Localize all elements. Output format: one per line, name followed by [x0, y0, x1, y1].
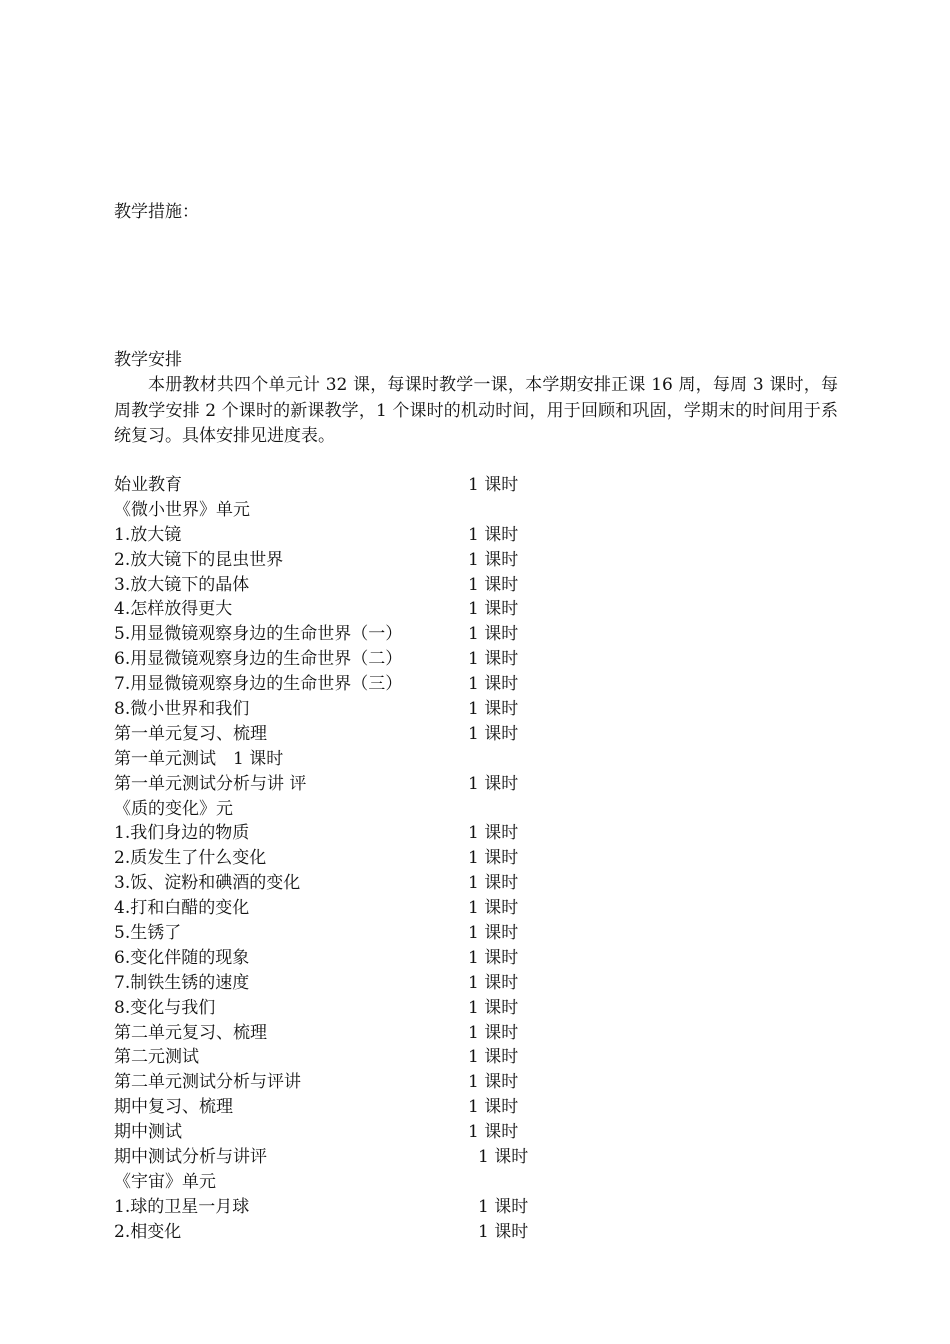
- lesson-hours: 1 课时: [468, 773, 519, 794]
- lesson-hours: 1 课时: [468, 823, 519, 844]
- lesson-title: 4.打和白醋的变化: [114, 898, 250, 919]
- lesson-hours: 1 课时: [478, 1196, 529, 1217]
- lesson-title: 第二单元复习、梳理: [114, 1022, 267, 1043]
- lesson-title: 6.变化伴随的现象: [114, 947, 250, 968]
- lesson-hours: 1 课时: [468, 1122, 519, 1143]
- lesson-title: 期中复习、梳理: [114, 1097, 233, 1118]
- schedule-row: [114, 573, 674, 598]
- lesson-hours: 1 课时: [468, 574, 519, 595]
- lesson-title: 2.放大镜下的昆虫世界: [114, 549, 284, 570]
- schedule-row: [114, 921, 674, 946]
- lesson-hours: 1 课时: [468, 848, 519, 869]
- lesson-title: 5.用显微镜观察身边的生命世界（一）: [114, 624, 403, 645]
- schedule-list: [114, 473, 674, 1245]
- lesson-hours: 1 课时: [468, 723, 519, 744]
- lesson-title: 1.我们身边的物质: [114, 823, 250, 844]
- lesson-title: 第一单元复习、梳理: [114, 723, 267, 744]
- schedule-row: [114, 1070, 674, 1095]
- arrangement-paragraph: 本册教材共四个单元计 32 课，每课时教学一课，本学期安排正课 16 周，每周 3 课时，每周教学安排 2 个课时的新课教学，1 个课时的机动时间，用于回顾和巩固，学期末的时间用于系统复习。具体安排见进度表。: [114, 375, 838, 446]
- schedule-row: [114, 523, 674, 548]
- lesson-hours: 1 课时: [468, 1097, 519, 1118]
- lesson-hours: 1 课时: [468, 674, 519, 695]
- schedule-row: [114, 1195, 674, 1220]
- schedule-row: [114, 1021, 674, 1046]
- lesson-hours: 1 课时: [468, 599, 519, 620]
- schedule-row: [114, 747, 674, 772]
- lesson-title: 6.用显微镜观察身边的生命世界（二）: [114, 649, 403, 670]
- lesson-title: 3.放大镜下的晶体: [114, 574, 250, 595]
- schedule-row: [114, 722, 674, 747]
- schedule-row: [114, 996, 674, 1021]
- lesson-title: 2.质发生了什么变化: [114, 848, 267, 869]
- lesson-title: 4.怎样放得更大: [114, 599, 233, 620]
- schedule-row: [114, 1045, 674, 1070]
- lesson-title: 第二元测试: [114, 1047, 199, 1068]
- schedule-row: [114, 946, 674, 971]
- schedule-row: [114, 971, 674, 996]
- schedule-row: [114, 797, 674, 822]
- lesson-hours: 1 课时: [468, 972, 519, 993]
- lesson-hours: 1 课时: [468, 524, 519, 545]
- lesson-hours: 1 课时: [468, 997, 519, 1018]
- schedule-row: [114, 1145, 674, 1170]
- lesson-hours: 1 课时: [468, 947, 519, 968]
- schedule-row: [114, 473, 674, 498]
- schedule-row: [114, 647, 674, 672]
- lesson-title: 2.相变化: [114, 1221, 182, 1242]
- schedule-row: [114, 821, 674, 846]
- lesson-title: 1.球的卫星一月球: [114, 1196, 250, 1217]
- lesson-title: 8.变化与我们: [114, 997, 216, 1018]
- arrangement-heading: 教学安排: [114, 350, 182, 370]
- schedule-row: [114, 871, 674, 896]
- lesson-title: 3.饭、淀粉和碘酒的变化: [114, 873, 301, 894]
- lesson-hours: 1 课时: [468, 549, 519, 570]
- lesson-title: 期中测试分析与讲评: [114, 1147, 267, 1168]
- lesson-title: 7.制铁生锈的速度: [114, 972, 250, 993]
- schedule-row: [114, 896, 674, 921]
- lesson-hours: 1 课时: [468, 923, 519, 944]
- schedule-row: [114, 1120, 674, 1145]
- measures-heading: 教学措施：: [114, 202, 199, 222]
- lesson-hours: 1 课时: [478, 1221, 529, 1242]
- lesson-title: 期中测试: [114, 1122, 182, 1143]
- lesson-title: 8.微小世界和我们: [114, 699, 250, 720]
- schedule-row: [114, 548, 674, 573]
- schedule-row: [114, 697, 674, 722]
- lesson-hours: 1 课时: [468, 898, 519, 919]
- lesson-hours: 1 课时: [468, 1047, 519, 1068]
- schedule-row: [114, 622, 674, 647]
- schedule-row: [114, 1170, 674, 1195]
- lesson-hours: 1 课时: [468, 1022, 519, 1043]
- unit-title: 《微小世界》单元: [114, 499, 250, 520]
- lesson-hours: 1 课时: [468, 624, 519, 645]
- lesson-title: 第二单元测试分析与评讲: [114, 1072, 301, 1093]
- lesson-hours: 1 课时: [478, 1147, 529, 1168]
- schedule-row: [114, 1220, 674, 1245]
- schedule-row: [114, 498, 674, 523]
- lesson-title: 5.生锈了: [114, 923, 182, 944]
- lesson-title: 7.用显微镜观察身边的生命世界（三）: [114, 674, 403, 695]
- lesson-hours: 1 课时: [468, 1072, 519, 1093]
- unit-title: 《宇宙》单元: [114, 1171, 216, 1192]
- lesson-hours: 1 课时: [468, 649, 519, 670]
- unit-title: 《质的变化》元: [114, 798, 233, 819]
- schedule-row: [114, 846, 674, 871]
- lesson-title: 第一单元测试 1 课时: [114, 748, 284, 769]
- lesson-hours: 1 课时: [468, 475, 519, 495]
- schedule-row: [114, 772, 674, 797]
- schedule-row: [114, 1095, 674, 1120]
- lesson-hours: 1 课时: [468, 699, 519, 720]
- schedule-row: [114, 672, 674, 697]
- lesson-title: 第一单元测试分析与讲 评: [114, 773, 307, 794]
- lesson-title: 始业教育: [114, 475, 182, 495]
- lesson-title: 1.放大镜: [114, 524, 182, 545]
- schedule-row: [114, 597, 674, 622]
- lesson-hours: 1 课时: [468, 873, 519, 894]
